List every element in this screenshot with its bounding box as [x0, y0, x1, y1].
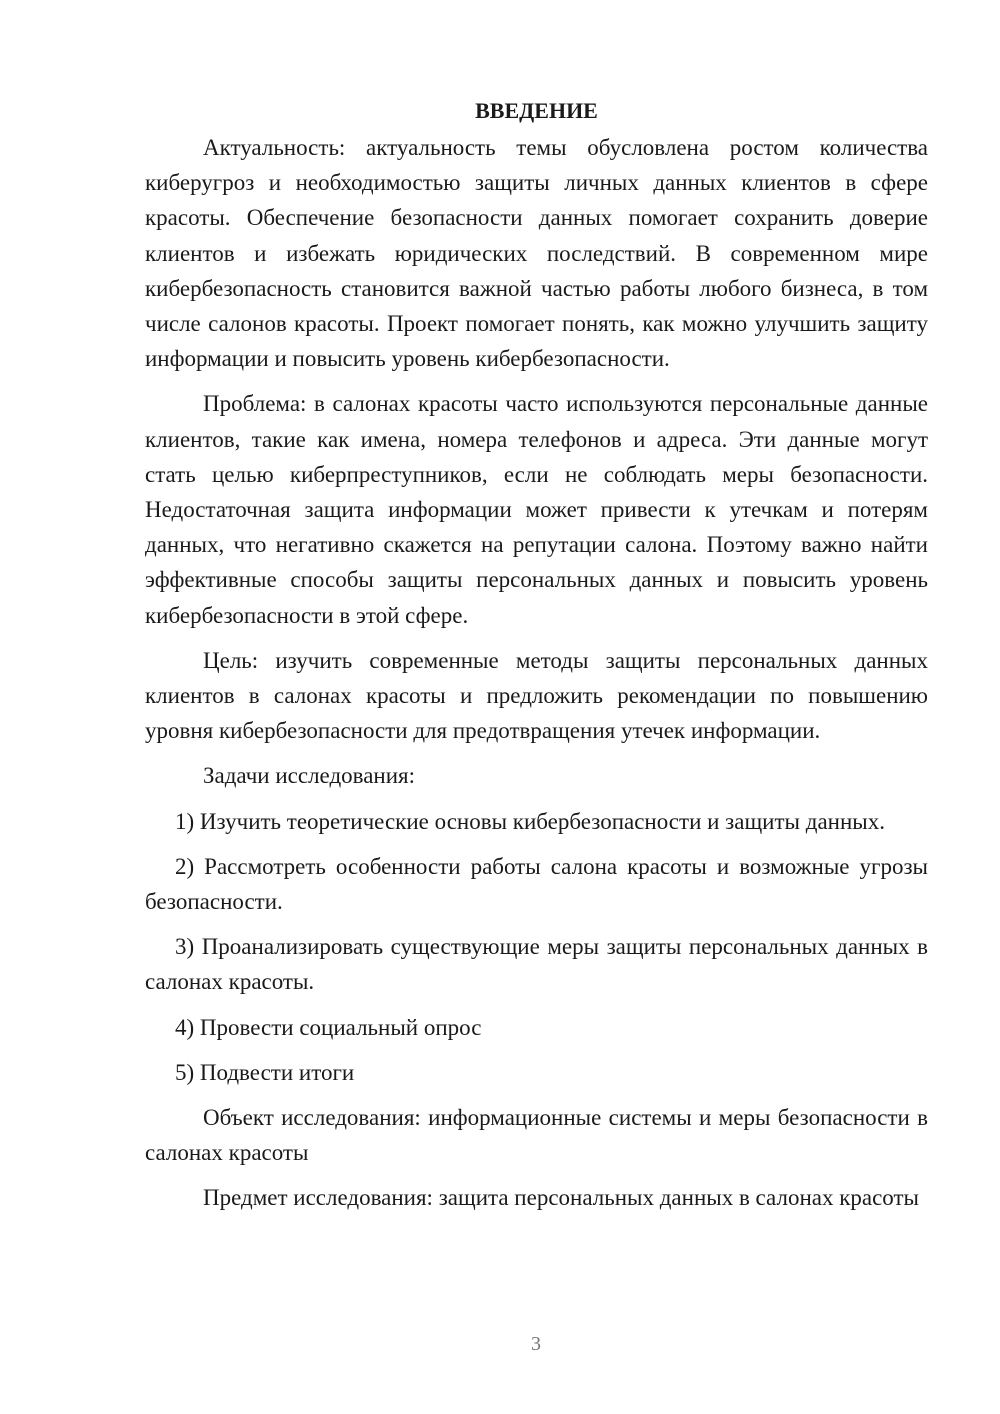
page-number: 3	[531, 1333, 541, 1355]
tasks-list	[145, 804, 928, 1090]
tasks-heading: Задачи исследования:	[203, 763, 416, 789]
subject-paragraph: Предмет исследования: защита персональных данных в салонах красоты	[203, 1185, 919, 1211]
task-item-1: 1) Изучить теоретические основы кибербезопасности и защиты данных.	[175, 808, 885, 834]
task-item-4: 4) Провести социальный опрос	[175, 1014, 482, 1040]
page-content	[145, 93, 928, 1226]
task-item-3: 3) Проанализировать существующие меры защиты персональных данных в салонах красоты.	[145, 934, 928, 995]
page-title: ВВЕДЕНИЕ	[475, 98, 598, 123]
relevance-paragraph: Актуальность: актуальность темы обусловлена ростом количества киберугроз и необходимостью защиты личных данных клиентов в сфере красоты. Обеспечение безопасности данных помогает сохранить доверие клиентов и избежать юридических последствий. В современном мире кибербезопасность становится важной частью работы любого бизнеса, в том числе салонов красоты. Проект помогает понять, как можно улучшить защиту информации и повысить уровень кибербезопасности.	[145, 135, 928, 372]
goal-paragraph: Цель: изучить современные методы защиты персональных данных клиентов в салонах красоты и предложить рекомендации по повышению уровня кибербезопасности для предотвращения утечек информации.	[145, 647, 928, 744]
problem-paragraph: Проблема: в салонах красоты часто используются персональные данные клиентов, такие как имена, номера телефонов и адреса. Эти данные могут стать целью киберпреступников, если не соблюдать меры безопасности. Недостаточная защита информации может привести к утечкам и потерям данных, что негативно скажется на репутации салона. Поэтому важно найти эффективные способы защиты персональных данных и повысить уровень кибербезопасности в этой сфере.	[145, 391, 928, 628]
object-paragraph: Объект исследования: информационные системы и меры безопасности в салонах красоты	[145, 1105, 928, 1166]
task-item-5: 5) Подвести итоги	[175, 1059, 355, 1085]
task-item-2: 2) Рассмотреть особенности работы салона красоты и возможные угрозы безопасности.	[145, 853, 928, 915]
